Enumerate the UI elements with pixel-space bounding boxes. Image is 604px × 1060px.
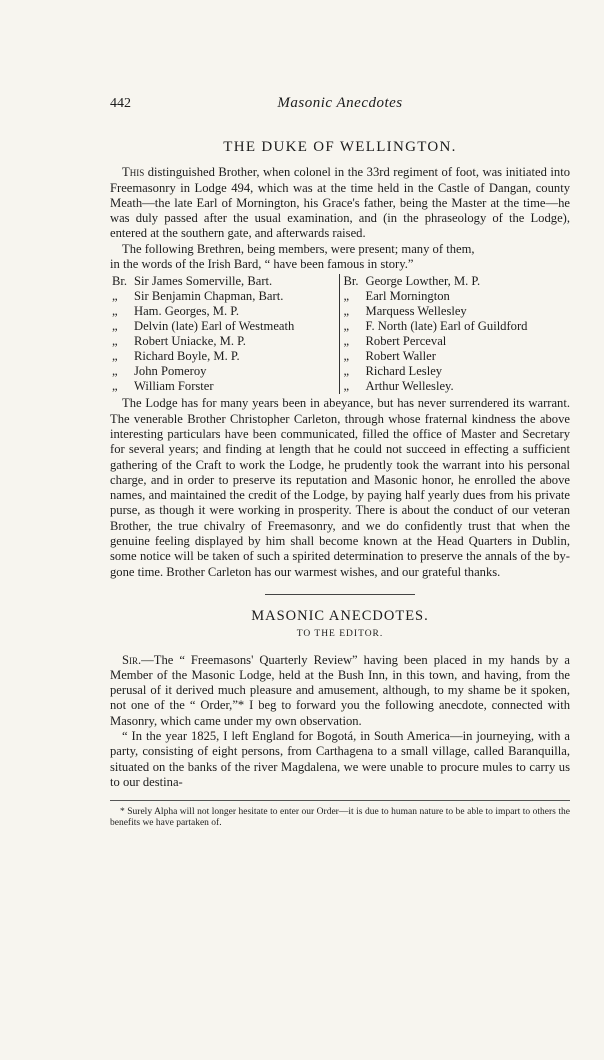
roster-name: Marquess Wellesley xyxy=(365,304,467,319)
roster-name: Robert Uniacke, M. P. xyxy=(134,334,246,349)
roster-name: Richard Lesley xyxy=(365,364,443,379)
roster-entry xyxy=(112,349,339,364)
roster-entry xyxy=(112,379,339,394)
wellington-paragraph-3: The Lodge has for many years been in abeyance, but has never surrendered its warrant. The venerable Brother Christopher Carleton, through whose fraternal kindness the above interesting particulars have been communicated, filled the office of Master and Secretary for several years; and finding at length that he could not succeed in effecting a sufficient gathering of the Craft to work the Lodge, he prudently took the warrant into his personal charge, and in order to preserve its reputation and Masonic honor, he enrolled the above names, and maintained the credit of the Lodge, by paying half yearly dues from his private purse, as though it were working in prosperity. There is about the conduct of our veteran Brother, the true chivalry of Freemasonry, and we do confidently trust that when the genuine feeling displayed by him shall become known at the Head Quarters in Dublin, some notice will be taken of such a spirited determination to preserve the annals of the by-gone time. Brother Carleton has our warmest wishes, and our grateful thanks. xyxy=(110,396,570,579)
roster-name: Sir Benjamin Chapman, Bart. xyxy=(134,289,284,304)
anecdotes-paragraph-2: “ In the year 1825, I left England for Bogotá, in South America—in journeying, with a party, consisting of eight persons, from Carthagena to a small village, called Baranquilla, situated on the banks of the river Magdalena, we were unable to procure mules to carry us to our destina- xyxy=(110,729,570,789)
roster-entry xyxy=(112,364,339,379)
roster-prefix: „ xyxy=(343,379,350,394)
roster-prefix: „ xyxy=(112,304,118,319)
section-divider xyxy=(265,594,415,595)
roster-name: Delvin (late) Earl of Westmeath xyxy=(134,319,295,334)
article-subtitle: TO THE EDITOR. xyxy=(296,629,384,640)
roster-prefix: „ xyxy=(112,379,118,394)
roster-right-column xyxy=(339,274,571,394)
page-number: 442 xyxy=(110,96,131,111)
roster-prefix: Br. xyxy=(112,274,128,289)
drop-lead-word: Sir. xyxy=(122,652,142,667)
roster-entry xyxy=(112,289,339,304)
roster-prefix: „ xyxy=(112,289,118,304)
wellington-paragraph-1 xyxy=(110,165,570,241)
roster-prefix: „ xyxy=(112,364,118,379)
roster-entry xyxy=(344,334,571,349)
roster-entry xyxy=(344,349,571,364)
roster-entry xyxy=(344,319,571,334)
page-header xyxy=(110,96,570,116)
roster-name: Sir James Somerville, Bart. xyxy=(134,274,273,289)
roster-entry xyxy=(344,364,571,379)
wellington-paragraph-2: The following Brethren, being members, were present; many of them, xyxy=(122,241,475,256)
paragraph-text: —The “ Freemasons' Quarterly Review” having been placed in my hands by a Member of the Masonic Lodge, held at the Bush Inn, in this town, and having, from the perusal of it derived much pleasure and amusement, although, to my shame be it spoken, not one of the “ Order,”* I beg to forward you the following anecdote, connected with Masonry, which came under my own observation. xyxy=(110,652,570,728)
roster-left-column xyxy=(112,274,339,394)
roster-entry xyxy=(112,274,339,289)
article-title-wellington: THE DUKE OF WELLINGTON. xyxy=(223,139,457,155)
roster-name: Robert Perceval xyxy=(365,334,447,349)
roster-entry xyxy=(112,319,339,334)
roster-prefix: „ xyxy=(343,364,350,379)
roster-name: William Forster xyxy=(134,379,214,394)
roster-name: John Pomeroy xyxy=(134,364,207,379)
running-head: Masonic Anecdotes xyxy=(277,95,403,111)
roster-entry xyxy=(112,334,339,349)
anecdotes-paragraph-1 xyxy=(110,653,570,729)
roster-prefix: „ xyxy=(112,349,118,364)
roster-entry xyxy=(344,379,571,394)
roster-prefix: „ xyxy=(112,334,118,349)
footnote-divider xyxy=(110,800,570,801)
roster-name: F. North (late) Earl of Guildford xyxy=(365,319,528,334)
roster-prefix: „ xyxy=(112,319,118,334)
roster-name: Robert Waller xyxy=(365,349,436,364)
roster-name: Earl Mornington xyxy=(365,289,450,304)
drop-lead-word: This xyxy=(122,165,145,180)
roster-entry xyxy=(344,289,571,304)
roster-entry xyxy=(344,304,571,319)
roster-prefix: „ xyxy=(343,319,350,334)
roster-prefix: „ xyxy=(343,334,350,349)
roster-prefix: „ xyxy=(343,304,350,319)
brethren-roster xyxy=(112,274,570,394)
roster-name: Ham. Georges, M. P. xyxy=(134,304,240,319)
roster-name: Arthur Wellesley. xyxy=(365,379,454,394)
roster-prefix: Br. xyxy=(343,274,359,289)
roster-entry xyxy=(112,304,339,319)
roster-name: George Lowther, M. P. xyxy=(365,274,481,289)
book-page xyxy=(110,96,570,829)
article-title-anecdotes: MASONIC ANECDOTES. xyxy=(251,607,429,624)
paragraph-text: distinguished Brother, when colonel in the 33rd regiment of foot, was initiated into Freemasonry in Lodge 494, which was at the time held in the Castle of Dangan, county Meath—the late Earl of Mornington, his Grace's father, being the Master at the time—he was duly passed after the usual examination, and (in the phraseology of the Lodge), entered at the southern gate, and afterwards raised. xyxy=(110,165,570,241)
roster-name: Richard Boyle, M. P. xyxy=(134,349,240,364)
wellington-paragraph-2-cont: in the words of the Irish Bard, “ have been famous in story.” xyxy=(110,257,414,272)
roster-entry xyxy=(344,274,571,289)
roster-prefix: „ xyxy=(343,289,350,304)
roster-prefix: „ xyxy=(343,349,350,364)
footnote: * Surely Alpha will not longer hesitate to enter our Order—it is due to human nature to be able to impart to others the benefits we have partaken of. xyxy=(110,807,570,829)
